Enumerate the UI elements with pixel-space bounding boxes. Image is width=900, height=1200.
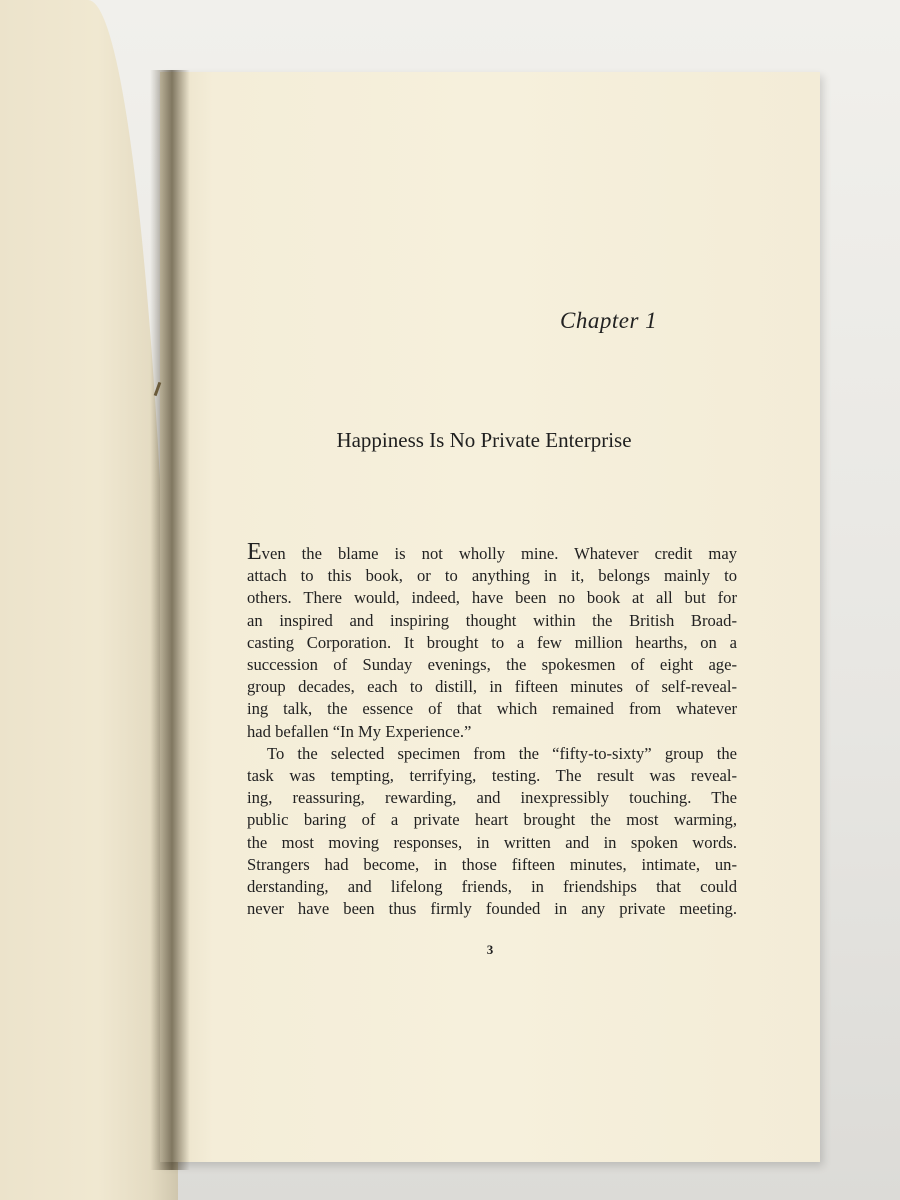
book-gutter-shadow: [150, 70, 190, 1170]
text-line: ing talk, the essence of that which remained from whatever: [247, 699, 737, 719]
text-line: never have been thus firmly founded in any private meeting.: [247, 899, 737, 919]
text-line: casting Corporation. It brought to a few million hearths, on a: [247, 632, 737, 652]
chapter-title: Happiness Is No Private Enterprise: [336, 428, 632, 452]
text-line: others. There would, indeed, have been no book at all but for: [247, 588, 737, 608]
text-line: derstanding, and lifelong friends, in friendships that could: [247, 877, 737, 897]
text-line: attach to this book, or to anything in it, belongs mainly to: [247, 566, 737, 586]
text-line: the most moving responses, in written and in spoken words.: [247, 832, 737, 852]
text-line: had befallen “In My Experience.”: [247, 721, 472, 741]
text-line: ing, reassuring, rewarding, and inexpressibly touching. The: [247, 788, 737, 808]
text-line: To the selected specimen from the “fifty-to-sixty” group the: [267, 743, 737, 763]
page-number: 3: [486, 942, 494, 957]
text-line: group decades, each to distill, in fifteen minutes of self-reveal-: [247, 677, 737, 697]
chapter-heading: Chapter 1: [560, 308, 658, 333]
body-text: [247, 539, 737, 920]
text-line: Strangers had become, in those fifteen minutes, intimate, un-: [247, 854, 737, 874]
text-line: Even the blame is not wholly mine. Whatever credit may: [247, 539, 737, 565]
text-line: public baring of a private heart brought the most warming,: [247, 810, 737, 830]
drop-cap: E: [247, 539, 262, 565]
text-line: succession of Sunday evenings, the spokesmen of eight age-: [247, 655, 737, 675]
text-line: an inspired and inspiring thought within the British Broad-: [247, 610, 737, 630]
text-line: task was tempting, terrifying, testing. The result was reveal-: [247, 766, 737, 786]
